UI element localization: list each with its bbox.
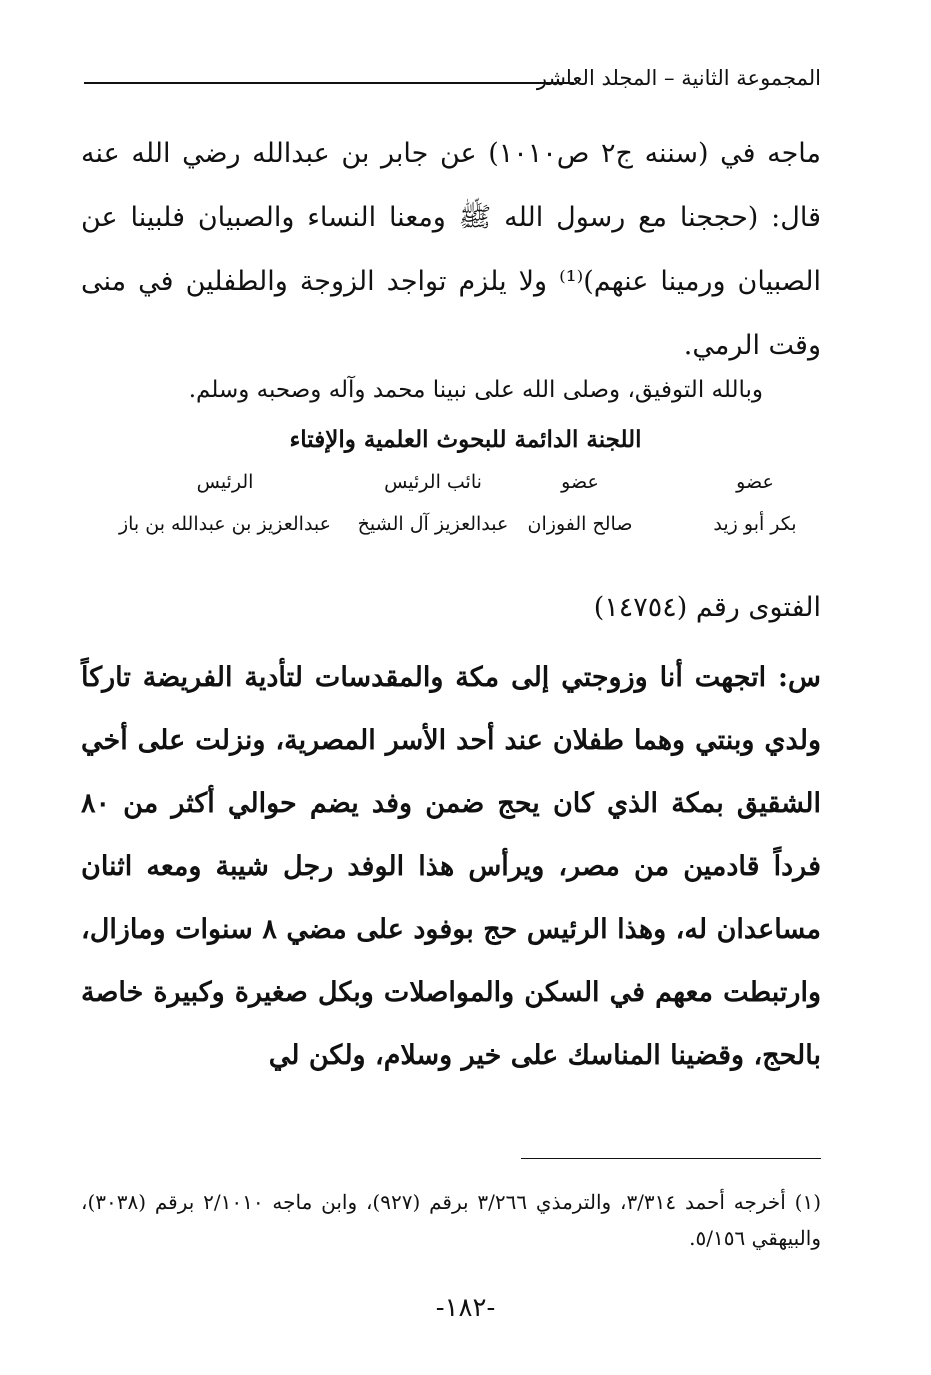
header-rule <box>84 82 574 84</box>
signatory-role: عضو <box>736 471 774 493</box>
signatory-role: الرئيس <box>196 471 254 493</box>
signatories <box>0 470 931 550</box>
closing-prayer: وبالله التوفيق، وصلى الله على نبينا محمد وآله وصحبه وسلم. <box>188 377 763 403</box>
signatory-role: نائب الرئيس <box>384 471 482 493</box>
footnote: (١) أخرجه أحمد ٣/٣١٤، والترمذي ٣/٢٦٦ برقم (٩٢٧)، وابن ماجه ٢/١٠١٠ برقم (٣٠٣٨)، والبيهقي ٥/١٥٦. <box>81 1190 821 1250</box>
committee-name: اللجنة الدائمة للبحوث العلمية والإفتاء <box>289 426 642 453</box>
body-paragraph: ماجه في (سننه ج٢ ص١٠١٠) عن جابر بن عبدالله رضي الله عنه قال: (حججنا مع رسول الله ﷺ ومعنا النساء والصبيان فلبينا عن الصبيان ورمينا عنهم)⁽¹⁾ ولا يلزم تواجد الزوجة والطفلين في منى وقت الرمي. <box>81 138 822 361</box>
signatory-role: عضو <box>561 471 599 493</box>
signatory-name: عبدالعزيز بن عبدالله بن باز <box>118 513 332 535</box>
signatory-name: بكر أبو زيد <box>713 513 797 535</box>
fatwa-number: الفتوى رقم (١٤٧٥٤) <box>593 592 821 623</box>
page-number: -١٨٢- <box>435 1293 496 1323</box>
footnote-rule <box>521 1158 821 1159</box>
fatwa-question: س: اتجهت أنا وزوجتي إلى مكة والمقدسات لتأدية الفريضة تاركاً ولدي وبنتي وهما طفلان عند أحد الأسر المصرية، ونزلت على أخي الشقيق بمكة الذي كان يحج ضمن وفد يضم حوالي أكثر من ٨٠ فرداً قادمين من مصر، ويرأس هذا الوفد رجل شيبة ومعه اثنان مساعدان له، وهذا الرئيس حج بوفود على مضي ٨ سنوات ومازال، وارتبطت معهم في السكن والمواصلات وبكل صغيرة وكبيرة خاصة بالحج، وقضينا المناسك على خير وسلام، ولكن لي <box>81 662 821 1071</box>
signatory-name: عبدالعزيز آل الشيخ <box>357 513 509 535</box>
running-header: المجموعة الثانية – المجلد العاشر <box>536 66 821 90</box>
signatory-name: صالح الفوزان <box>527 513 633 535</box>
